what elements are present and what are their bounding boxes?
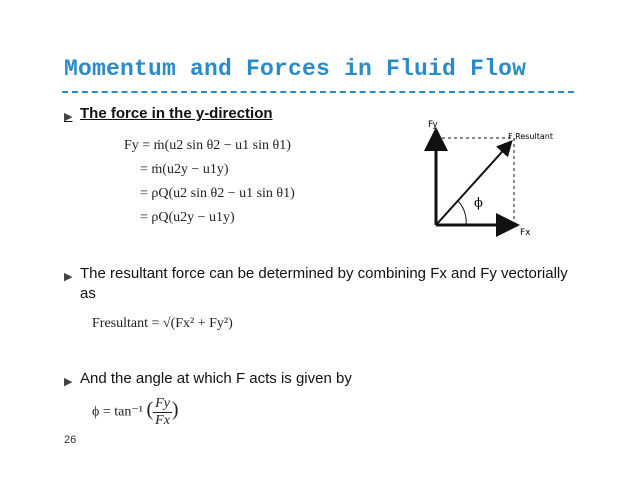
fraction-denominator: Fx <box>155 413 170 428</box>
bullet-text: The force in the y-direction <box>80 105 273 122</box>
bullet-arrow-icon: ▶ <box>64 111 73 123</box>
fy-equation-line: = ṁ(u2y − u1y) <box>140 162 229 177</box>
resultant-arrow <box>436 143 510 225</box>
bullet-text: And the angle at which F acts is given by <box>80 370 352 387</box>
fy-equation-line: = ρQ(u2y − u1y) <box>140 210 235 225</box>
fx-label: Fx <box>520 228 531 238</box>
resultant-label: F Resultant <box>508 132 553 141</box>
angle-fraction <box>153 396 172 429</box>
fy-label: Fy <box>428 120 438 130</box>
bullet-angle <box>64 369 580 392</box>
page-number: 26 <box>64 434 77 446</box>
bullet-arrow-icon: ▶ <box>64 376 73 388</box>
fraction-numerator: Fy <box>155 396 170 411</box>
bullet-arrow-icon: ▶ <box>64 271 73 283</box>
angle-label: ϕ <box>474 196 483 211</box>
fy-equation-line: = ρQ(u2 sin θ2 − u1 sin θ1) <box>140 186 295 201</box>
title-divider <box>62 91 574 93</box>
force-vector-diagram <box>418 115 578 240</box>
resultant-equation: Fresultant = √(Fx² + Fy²) <box>92 316 233 331</box>
bullet-text: The resultant force can be determined by combining Fx and Fy vectorially as <box>80 265 568 302</box>
angle-equation-lhs: ϕ = tan⁻¹ <box>92 404 143 420</box>
fy-equation-line: Fy = ṁ(u2 sin θ2 − u1 sin θ1) <box>124 138 291 153</box>
fy-equation-block <box>124 134 295 230</box>
angle-arc <box>458 201 466 225</box>
angle-equation: ϕ = tan⁻¹ ( $\frac{Fy}{Fx}$ ) <box>92 396 179 428</box>
bullet-resultant <box>64 264 580 304</box>
slide-title: Momentum and Forces in Fluid Flow <box>64 56 527 82</box>
